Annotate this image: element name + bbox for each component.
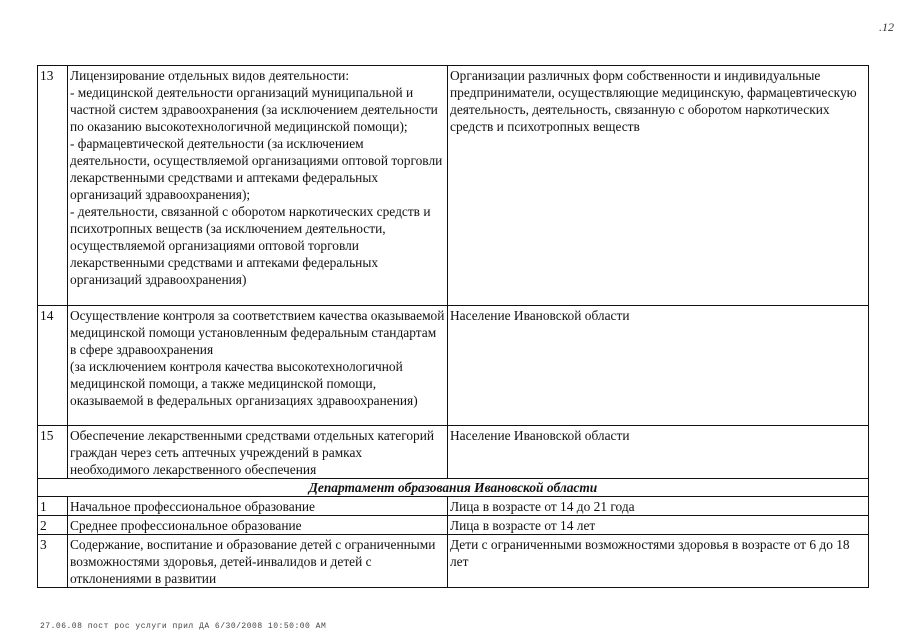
document-footer: 27.06.08 пост рос услуги прил ДА 6/30/2008 10:50:00 AM	[40, 622, 327, 631]
services-table	[37, 65, 869, 588]
table-row	[38, 535, 869, 588]
service-description: Содержание, воспитание и образование детей с ограниченными возможностями здоровья, детей-инвалидов и детей с отклонениями в развитии	[68, 535, 448, 588]
table-row	[38, 516, 869, 535]
service-description: Обеспечение лекарственными средствами отдельных категорий граждан через сеть аптечных учреждений в рамках необходимого лекарственного обеспечения	[68, 426, 448, 479]
row-number: 3	[38, 535, 68, 588]
service-recipients: Организации различных форм собственности и индивидуальные предприниматели, осуществляющие медицинскую, фармацевтическую деятельность, деятельность, связанную с оборотом наркотических средств и психотропных веществ	[448, 66, 869, 306]
row-number: 14	[38, 306, 68, 426]
row-number: 1	[38, 497, 68, 516]
service-description: Среднее профессиональное образование	[68, 516, 448, 535]
row-number: 15	[38, 426, 68, 479]
service-recipients: Население Ивановской области	[448, 426, 869, 479]
service-recipients: Лица в возрасте от 14 до 21 года	[448, 497, 869, 516]
table-row	[38, 426, 869, 479]
department-heading: Департамент образования Ивановской области	[38, 479, 869, 497]
service-recipients: Население Ивановской области	[448, 306, 869, 426]
page-number-mark: .12	[879, 20, 894, 34]
row-number: 13	[38, 66, 68, 306]
table-row	[38, 497, 869, 516]
service-description: Лицензирование отдельных видов деятельности: - медицинской деятельности организаций муниципальной и частной систем здравоохранения (за исключением деятельности по оказанию высокотехнологичной медицинской помощи); - фармацевтической деятельности (за исключением деятельности, осуществляемой организациями оптовой торговли лекарственными средствами и аптеками федеральных организаций здравоохранения); - деятельности, связанной с оборотом наркотических средств и психотропных веществ (за исключением деятельности, осуществляемой организациями оптовой торговли лекарственными средствами и аптеками федеральных организаций здравоохранения)	[68, 66, 448, 306]
department-heading-row	[38, 479, 869, 497]
row-number: 2	[38, 516, 68, 535]
service-description: Осуществление контроля за соответствием качества оказываемой медицинской помощи установленным федеральным стандартам в сфере здравоохранения (за исключением контроля качества высокотехнологичной медицинской помощи, а также медицинской помощи, оказываемой в федеральных организациях здравоохранения)	[68, 306, 448, 426]
service-description: Начальное профессиональное образование	[68, 497, 448, 516]
table-row	[38, 66, 869, 306]
service-recipients: Дети с ограниченными возможностями здоровья в возрасте от 6 до 18 лет	[448, 535, 869, 588]
table-row	[38, 306, 869, 426]
service-recipients: Лица в возрасте от 14 лет	[448, 516, 869, 535]
